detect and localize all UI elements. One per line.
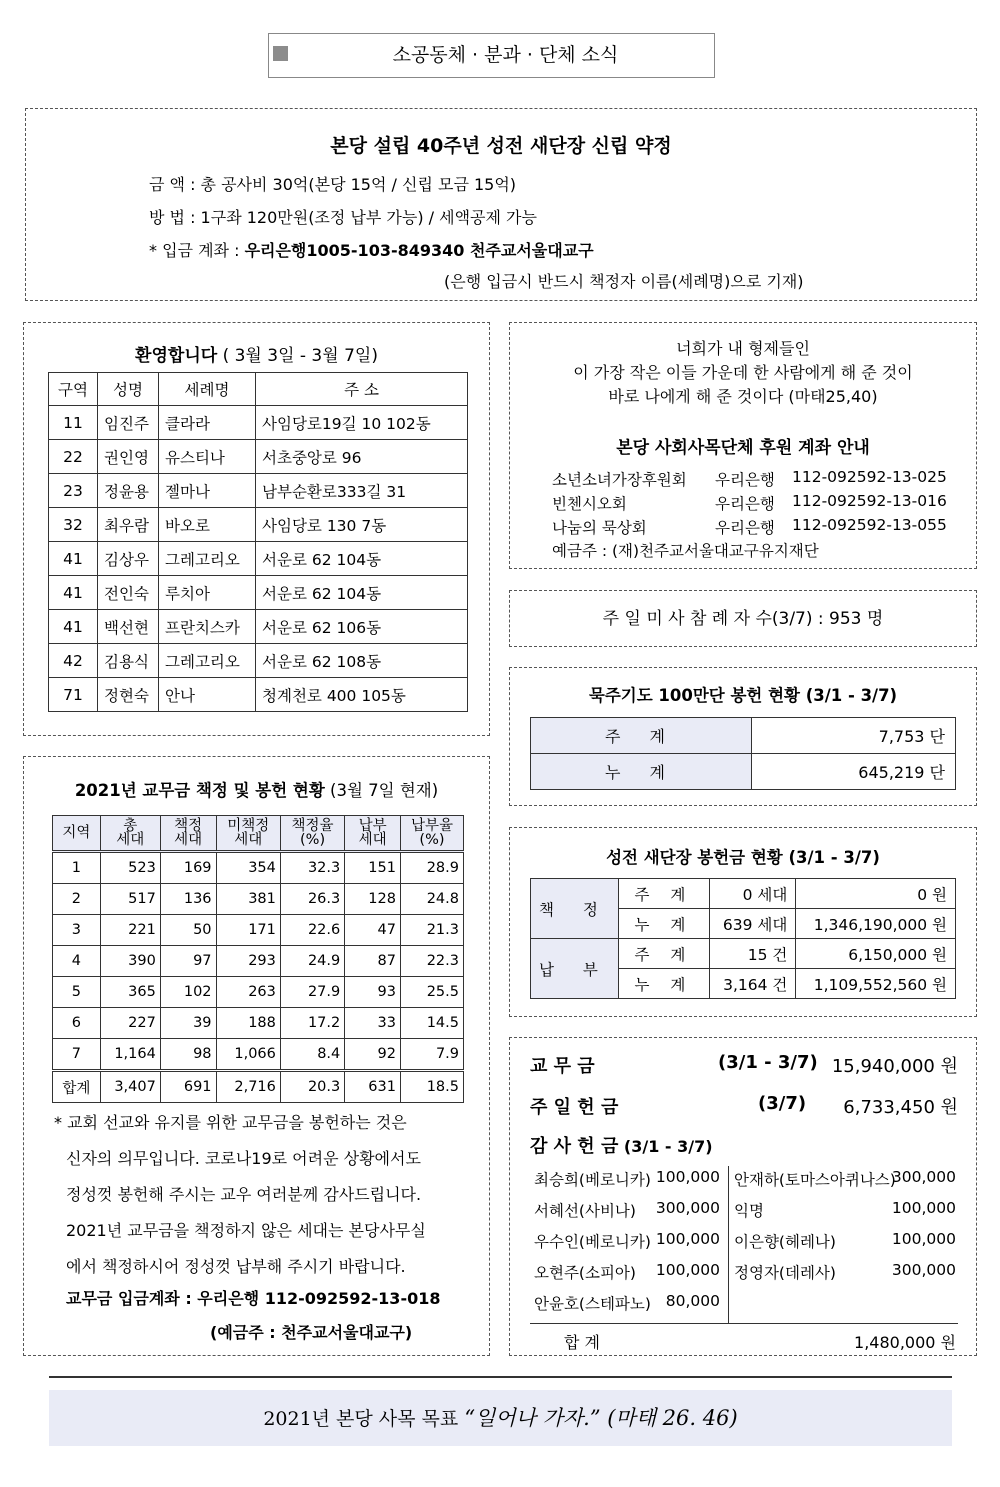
tax-cell: 50 [160, 915, 216, 946]
tax-title [24, 777, 489, 801]
column-header-line: 지역 [62, 825, 91, 841]
welcome-baptismal-name: 루치아 [159, 576, 256, 610]
tax-cell: 227 [100, 1008, 160, 1039]
tax-cell: 17.2 [280, 1008, 344, 1039]
table-row [531, 718, 956, 754]
attendance-section [509, 590, 977, 647]
account-name: 빈첸시오회 [552, 495, 627, 513]
column-header-line: 납부 [358, 818, 387, 834]
table-row [49, 644, 468, 678]
offerings-section [509, 1037, 977, 1356]
column-header: 성명 [98, 373, 159, 406]
thanks-name: 최승희(베로니카) [534, 1171, 651, 1189]
account-bank: 우리은행 [715, 519, 775, 537]
thanks-period: (3/1 - 3/7) [618, 1137, 713, 1156]
tax-cell: 93 [345, 977, 401, 1008]
welcome-address: 남부순환로333길 31 [256, 474, 468, 508]
tax-cell: 97 [160, 946, 216, 977]
welcome-address: 서운로 62 104동 [256, 542, 468, 576]
welcome-baptismal-name: 그레고리오 [159, 644, 256, 678]
tax-cell: 1,066 [216, 1039, 280, 1071]
welcome-baptismal-name: 유스티나 [159, 440, 256, 474]
sanctuary-title: 성전 새단장 봉헌금 현황 (3/1 - 3/7) [606, 848, 880, 867]
tax-total-cell: 18.5 [400, 1071, 463, 1103]
tax-cell: 8.4 [280, 1039, 344, 1071]
welcome-district: 71 [49, 678, 98, 712]
sanctuary-sub-label: 누 계 [618, 969, 709, 999]
pledge-title: 본당 설립 40주년 성전 새단장 신립 약정 [330, 135, 672, 157]
tax-cell: 7.9 [400, 1039, 463, 1071]
tax-total-cell: 3,407 [100, 1071, 160, 1103]
welcome-address: 서초중앙로 96 [256, 440, 468, 474]
tax-cell: 523 [100, 852, 160, 884]
welcome-address: 사임당로19길 10 102동 [256, 406, 468, 440]
account-bank: 우리은행 [715, 495, 775, 513]
tax-cell: 21.3 [400, 915, 463, 946]
tax-district: 1 [53, 852, 101, 884]
column-header [345, 816, 401, 852]
rosary-label: 주 계 [531, 718, 752, 754]
sanctuary-amount: 6,150,000 원 [796, 939, 956, 969]
sanctuary-sub-label: 누 계 [618, 909, 709, 939]
tax-total-cell: 2,716 [216, 1071, 280, 1103]
tax-cell: 27.9 [280, 977, 344, 1008]
tax-section [23, 756, 490, 1356]
tax-cell: 14.5 [400, 1008, 463, 1039]
table-row [49, 474, 468, 508]
column-header [280, 816, 344, 852]
thanks-name: 익명 [734, 1202, 764, 1220]
table-row [531, 879, 956, 909]
tax-cell: 25.5 [400, 977, 463, 1008]
welcome-baptismal-name: 그레고리오 [159, 542, 256, 576]
tax-total-cell: 20.3 [280, 1071, 344, 1103]
pledge-account-label: * 입금 계좌 : [149, 241, 245, 260]
tax-cell: 24.9 [280, 946, 344, 977]
tax-account: 교무금 입금계좌 : 우리은행 112-092592-13-018 [66, 1289, 441, 1308]
tax-total-label: 합계 [53, 1071, 101, 1103]
sanctuary-count: 3,164 건 [709, 969, 796, 999]
column-header [160, 816, 216, 852]
thanks-name: 우수인(베로니카) [534, 1233, 651, 1251]
tax-cell: 87 [345, 946, 401, 977]
welcome-name: 김용식 [98, 644, 159, 678]
table-row [531, 939, 956, 969]
table-row [49, 576, 468, 610]
rosary-section [509, 667, 977, 806]
thanks-amount: 300,000 [891, 1261, 956, 1279]
tax-note: * 교회 선교와 유지를 위한 교무금을 봉헌하는 것은 [54, 1113, 407, 1132]
sanctuary-amount: 1,109,552,560 원 [796, 969, 956, 999]
tax-cell: 354 [216, 852, 280, 884]
tax-title-date: (3월 7일 현재) [324, 781, 439, 800]
table-row [49, 440, 468, 474]
tax-cell: 92 [345, 1039, 401, 1071]
account-number: 112-092592-13-016 [792, 492, 947, 510]
welcome-title-date: ( 3월 3일 - 3월 7일) [217, 346, 378, 366]
offering-tax-value: 15,940,000 원 [831, 1056, 958, 1077]
welcome-district: 42 [49, 644, 98, 678]
thanks-amount: 300,000 [655, 1199, 720, 1217]
tax-cell: 365 [100, 977, 160, 1008]
welcome-baptismal-name: 프란치스카 [159, 610, 256, 644]
column-header-line: 세대 [234, 832, 263, 848]
tax-district: 6 [53, 1008, 101, 1039]
tax-total-cell: 691 [160, 1071, 216, 1103]
table-row [53, 1008, 464, 1039]
table-row [49, 406, 468, 440]
welcome-address: 서운로 62 104동 [256, 576, 468, 610]
welcome-address: 사임당로 130 7동 [256, 508, 468, 542]
divider [530, 1323, 958, 1324]
rosary-value: 7,753 단 [752, 718, 956, 754]
tax-district: 7 [53, 1039, 101, 1071]
welcome-name: 최우람 [98, 508, 159, 542]
sanctuary-sub-label: 주 계 [618, 879, 709, 909]
column-header-line: 세대 [174, 832, 203, 848]
sanctuary-table [530, 878, 956, 999]
table-row [53, 977, 464, 1008]
welcome-baptismal-name: 안나 [159, 678, 256, 712]
welcome-address: 서운로 62 108동 [256, 644, 468, 678]
offering-total-value: 1,480,000 원 [854, 1333, 956, 1352]
rosary-label: 누 계 [531, 754, 752, 790]
welcome-name: 정현숙 [98, 678, 159, 712]
column-header: 구역 [49, 373, 98, 406]
pledge-amount: 금 액 : 총 공사비 30억(본당 15억 / 신립 모금 15억) [149, 175, 517, 194]
pledge-account-value: 우리은행1005-103-849340 천주교서울대교구 [244, 241, 594, 260]
tax-note: 정성껏 봉헌해 주시는 교우 여러분께 감사드립니다. [66, 1185, 422, 1204]
welcome-district: 22 [49, 440, 98, 474]
pledge-note: (은행 입금시 반드시 책정자 이름(세례명)으로 기재) [444, 272, 804, 291]
tax-cell: 33 [345, 1008, 401, 1039]
tax-cell: 98 [160, 1039, 216, 1071]
welcome-baptismal-name: 클라라 [159, 406, 256, 440]
column-header-line: 총 [123, 818, 138, 834]
welcome-district: 23 [49, 474, 98, 508]
column-header-line: 미책정 [227, 818, 270, 834]
welcome-district: 41 [49, 610, 98, 644]
table-row [53, 1039, 464, 1071]
thanks-name: 정영자(데레사) [734, 1264, 836, 1282]
welcome-name: 김상우 [98, 542, 159, 576]
offering-tax-period: (3/1 - 3/7) [718, 1052, 818, 1073]
table-total-row [53, 1071, 464, 1103]
tax-title-main: 2021년 교무금 책정 및 봉헌 현황 [74, 781, 325, 800]
attendance-label: 주 일 미 사 참 례 자 수 [602, 609, 772, 629]
thanks-name: 안재하(토마스아퀴나스) [734, 1171, 896, 1189]
page-title: 소공동체 · 분과 · 단체 소식 [392, 44, 619, 66]
verse-line: 너희가 내 형제들인 [676, 339, 810, 358]
thanks-amount: 80,000 [665, 1292, 720, 1310]
sanctuary-section [509, 827, 977, 1017]
welcome-name: 권인영 [98, 440, 159, 474]
welcome-title-main: 환영합니다 [135, 346, 218, 366]
footer-prefix: 2021년 본당 사목 목표 [263, 1408, 465, 1430]
tax-note: 신자의 의무입니다. 코로나19로 어려운 상황에서도 [66, 1149, 421, 1168]
thanks-name: 서혜선(사비나) [534, 1202, 636, 1220]
rosary-value: 645,219 단 [752, 754, 956, 790]
account-name: 나눔의 묵상회 [552, 519, 647, 537]
offering-sunday-row [530, 1093, 958, 1117]
column-header [100, 816, 160, 852]
tax-cell: 32.3 [280, 852, 344, 884]
table-row [531, 754, 956, 790]
tax-holder: (예금주 : 천주교서울대교구) [210, 1323, 413, 1342]
pledge-method: 방 법 : 1구좌 120만원(조정 납부 가능) / 세액공제 가능 [149, 208, 537, 227]
welcome-district: 11 [49, 406, 98, 440]
column-header [400, 816, 463, 852]
tax-cell: 128 [345, 884, 401, 915]
tax-cell: 390 [100, 946, 160, 977]
welcome-baptismal-name: 바오로 [159, 508, 256, 542]
table-row [49, 610, 468, 644]
sanctuary-count: 15 건 [709, 939, 796, 969]
account-number: 112-092592-13-025 [792, 468, 947, 486]
welcome-name: 백선현 [98, 610, 159, 644]
tax-district: 3 [53, 915, 101, 946]
offering-total-label: 합 계 [564, 1333, 600, 1352]
table-row [53, 946, 464, 977]
tax-cell: 136 [160, 884, 216, 915]
thanks-title [530, 1132, 713, 1158]
thanks-title-main: 감 사 헌 금 [530, 1136, 619, 1157]
tax-cell: 188 [216, 1008, 280, 1039]
divider [728, 1166, 729, 1324]
column-header-line: 책정 [174, 818, 203, 834]
tax-cell: 28.9 [400, 852, 463, 884]
table-header-row [53, 816, 464, 852]
tax-cell: 151 [345, 852, 401, 884]
tax-cell: 381 [216, 884, 280, 915]
welcome-address: 청계천로 400 105동 [256, 678, 468, 712]
column-header [53, 816, 101, 852]
thanks-amount: 100,000 [891, 1230, 956, 1248]
tax-cell: 221 [100, 915, 160, 946]
offering-sunday-label: 주 일 헌 금 [530, 1097, 619, 1118]
welcome-name: 정윤용 [98, 474, 159, 508]
thanks-name: 안윤호(스테파노) [534, 1295, 651, 1313]
thanks-amount: 300,000 [891, 1168, 956, 1186]
tax-cell: 517 [100, 884, 160, 915]
tax-cell: 263 [216, 977, 280, 1008]
column-header: 주 소 [256, 373, 468, 406]
column-header-line: 책정율 [291, 818, 334, 834]
welcome-district: 41 [49, 542, 98, 576]
pledge-section [25, 108, 977, 301]
column-header: 세례명 [159, 373, 256, 406]
account-bank: 우리은행 [715, 471, 775, 489]
footer-motto: “일어나 가자.” (마태 26. 46) [464, 1406, 738, 1430]
attendance-value: : 953 명 [812, 609, 884, 629]
account-number: 112-092592-13-055 [792, 516, 947, 534]
tax-cell: 24.8 [400, 884, 463, 915]
verse-line: 이 가장 작은 이들 가운데 한 사람에게 해 준 것이 [573, 363, 913, 382]
verse-section [509, 322, 977, 569]
welcome-district: 41 [49, 576, 98, 610]
tax-cell: 22.3 [400, 946, 463, 977]
accounts-holder: 예금주 : (재)천주교서울대교구유지재단 [552, 542, 819, 560]
offering-tax-row [530, 1052, 958, 1076]
offering-sunday-period: (3/7) [758, 1093, 807, 1114]
attendance-date: (3/7) [771, 609, 813, 629]
thanks-amount: 100,000 [891, 1199, 956, 1217]
table-row [49, 508, 468, 542]
table-row [49, 678, 468, 712]
thanks-name: 오현주(소피아) [534, 1264, 636, 1282]
tax-cell: 39 [160, 1008, 216, 1039]
tax-total-cell: 631 [345, 1071, 401, 1103]
column-header-line: 납부율 [410, 818, 453, 834]
account-name: 소년소녀가장후원회 [552, 471, 687, 489]
rosary-table [530, 717, 956, 790]
tax-note: 2021년 교무금을 책정하지 않은 세대는 본당사무실 [66, 1221, 426, 1240]
column-header [216, 816, 280, 852]
column-header-line: (%) [300, 832, 326, 848]
tax-table [52, 815, 464, 1103]
divider [49, 1376, 952, 1378]
sanctuary-count: 0 세대 [709, 879, 796, 909]
verse-line: 바로 나에게 해 준 것이다 (마태25,40) [608, 387, 878, 406]
welcome-baptismal-name: 젤마나 [159, 474, 256, 508]
table-header-row [49, 373, 468, 406]
welcome-title [24, 341, 489, 366]
offering-sunday-value: 6,733,450 원 [843, 1097, 958, 1118]
tax-cell: 26.3 [280, 884, 344, 915]
tax-cell: 169 [160, 852, 216, 884]
tax-district: 4 [53, 946, 101, 977]
footer-banner [49, 1390, 952, 1446]
tax-cell: 1,164 [100, 1039, 160, 1071]
tax-cell: 171 [216, 915, 280, 946]
welcome-table [48, 372, 468, 712]
sanctuary-amount: 0 원 [796, 879, 956, 909]
sanctuary-amount: 1,346,190,000 원 [796, 909, 956, 939]
column-header-line: 세대 [116, 832, 145, 848]
welcome-name: 임진주 [98, 406, 159, 440]
tax-district: 2 [53, 884, 101, 915]
rosary-title: 묵주기도 100만단 봉헌 현황 (3/1 - 3/7) [588, 686, 898, 705]
welcome-district: 32 [49, 508, 98, 542]
sanctuary-sub-label: 주 계 [618, 939, 709, 969]
tax-district: 5 [53, 977, 101, 1008]
tax-cell: 22.6 [280, 915, 344, 946]
thanks-name: 이은향(헤레나) [734, 1233, 836, 1251]
welcome-address: 서운로 62 106동 [256, 610, 468, 644]
column-header-line: 세대 [358, 832, 387, 848]
thanks-amount: 100,000 [655, 1168, 720, 1186]
sanctuary-count: 639 세대 [709, 909, 796, 939]
table-row [53, 915, 464, 946]
table-row [53, 884, 464, 915]
pledge-account [149, 238, 594, 261]
column-header-line: (%) [419, 832, 445, 848]
welcome-name: 전인숙 [98, 576, 159, 610]
sanctuary-group-label: 책 정 [531, 879, 619, 939]
tax-note: 에서 책정하시어 정성껏 납부해 주시기 바랍니다. [66, 1257, 406, 1276]
tax-cell: 293 [216, 946, 280, 977]
thanks-amount: 100,000 [655, 1261, 720, 1279]
table-row [49, 542, 468, 576]
offering-tax-label: 교 무 금 [530, 1056, 595, 1077]
tax-cell: 47 [345, 915, 401, 946]
table-row [53, 852, 464, 884]
accounts-title: 본당 사회사목단체 후원 계좌 안내 [616, 438, 870, 458]
tax-cell: 102 [160, 977, 216, 1008]
thanks-amount: 100,000 [655, 1230, 720, 1248]
sanctuary-group-label: 납 부 [531, 939, 619, 999]
welcome-section [23, 322, 490, 736]
